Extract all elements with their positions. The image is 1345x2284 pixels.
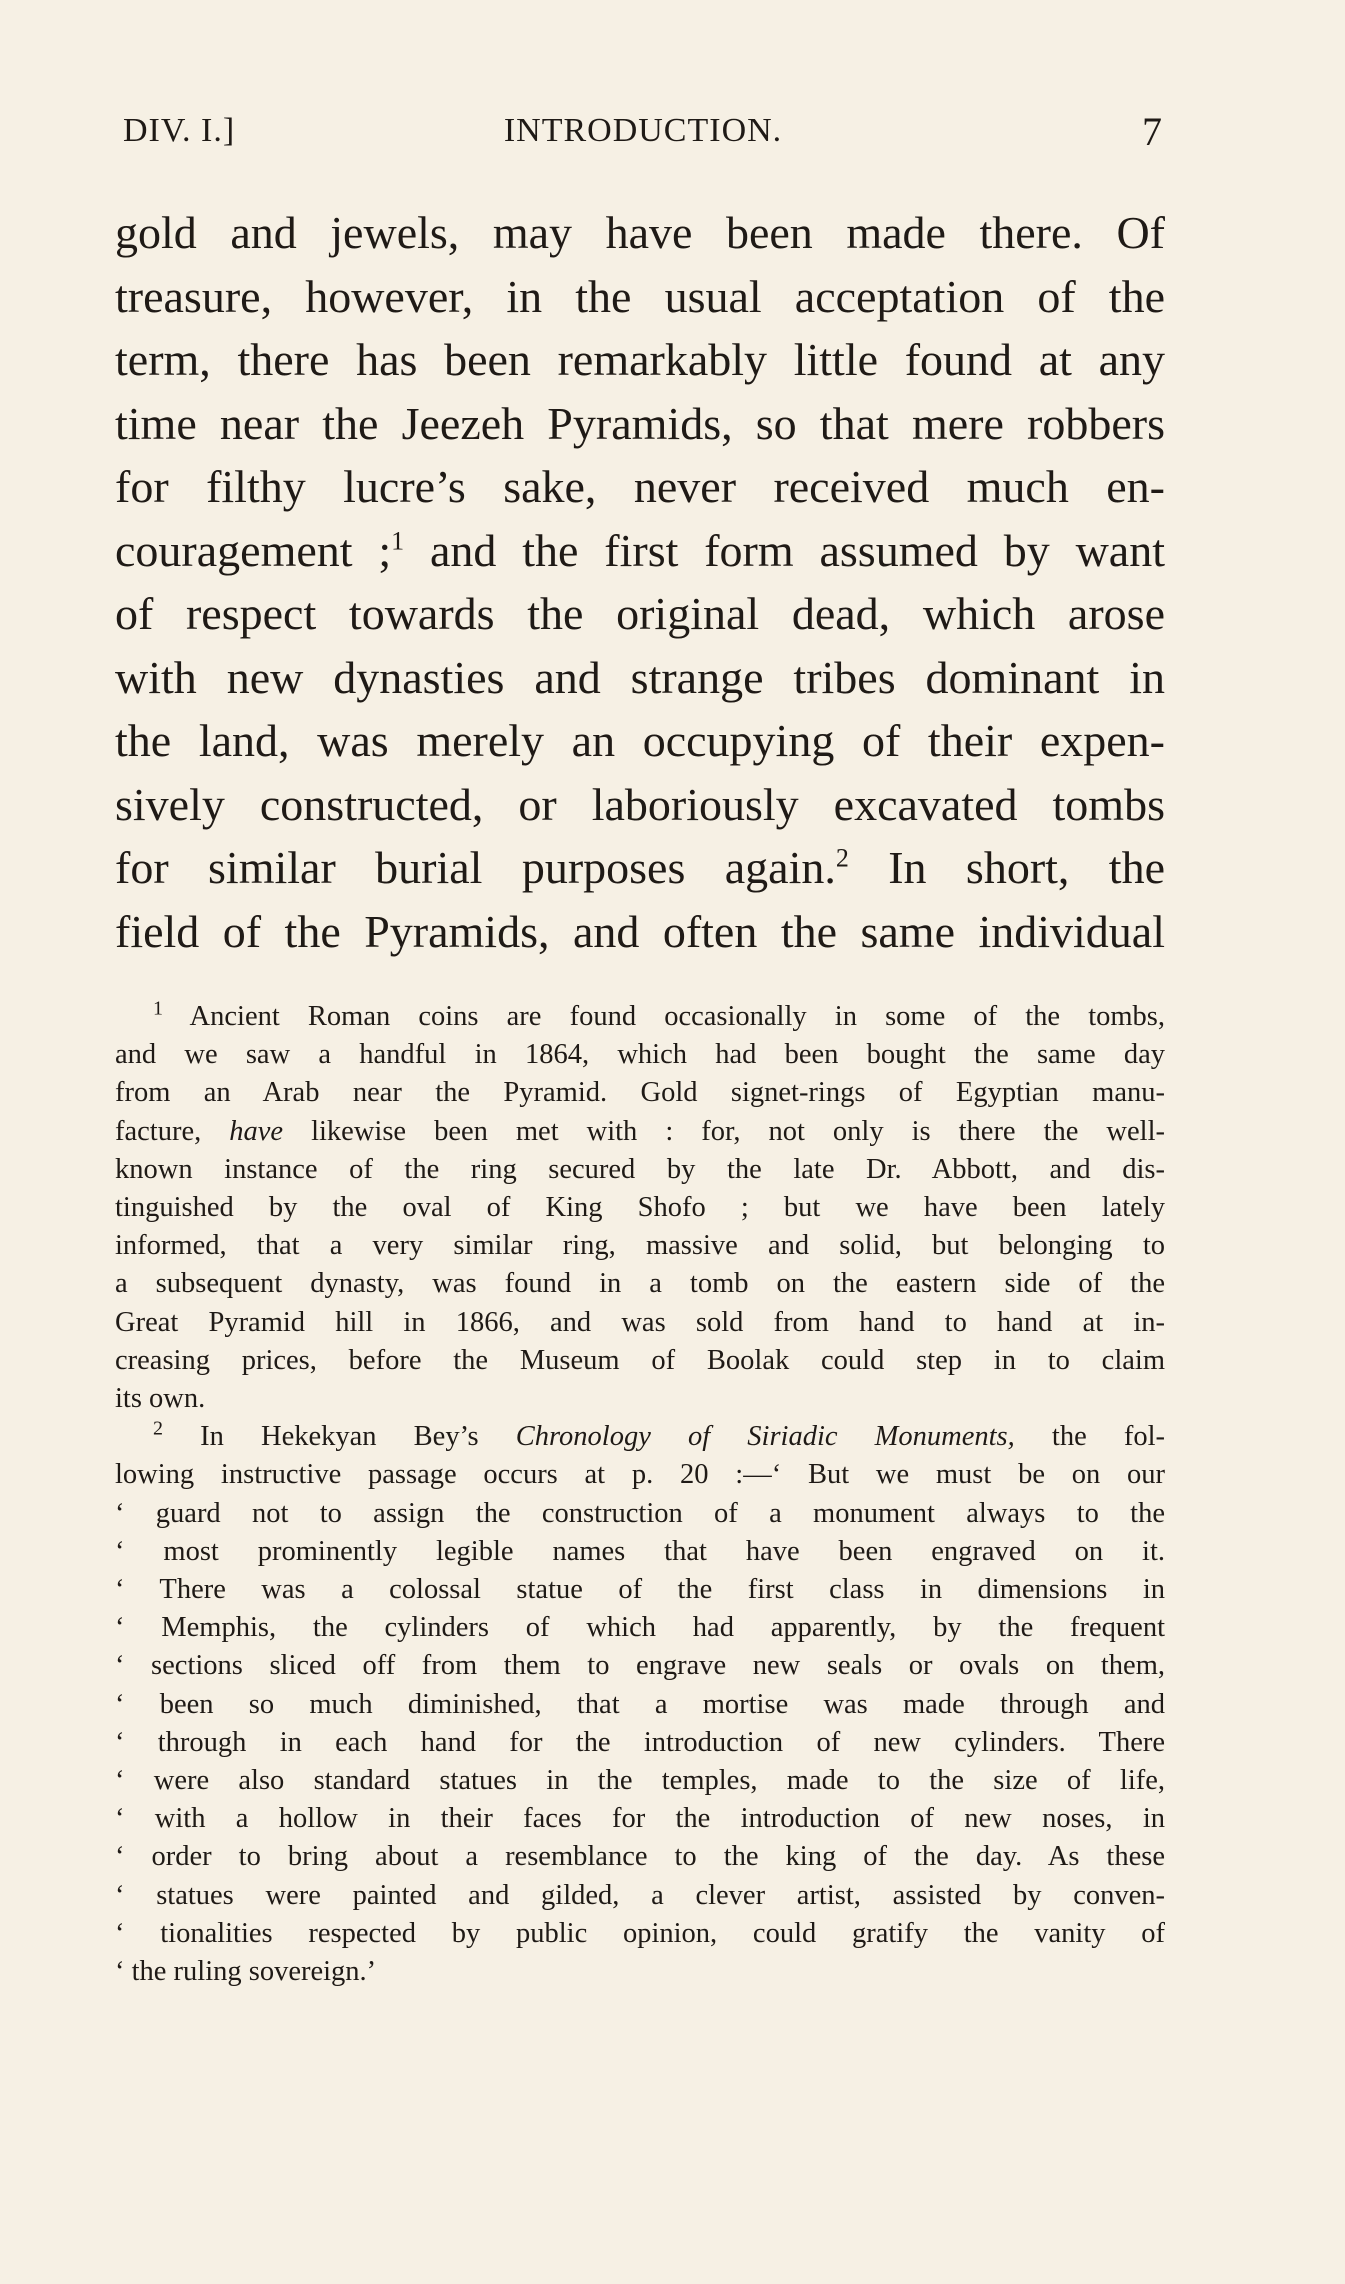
footnote-line: ‘ statues were painted and gilded, a clever artist, assisted by conven- — [115, 1879, 1165, 1911]
text-line: for filthy lucre’s sake, never received much en- — [115, 461, 1165, 512]
text-fragment: facture, — [115, 1115, 202, 1147]
text-line: with new dynasties and strange tribes dominant in — [115, 651, 1165, 703]
footnote-line: Great Pyramid hill in 1866, and was sold from hand to hand at in- — [115, 1306, 1165, 1338]
footnote-line: ‘ order to bring about a resemblance to the king of the day. As these — [115, 1841, 1165, 1873]
text-fragment: In Hekekyan Bey’s — [163, 1421, 479, 1453]
text-line: sively constructed, or laboriously excavated tombs — [115, 778, 1165, 830]
text-fragment: Ancient Roman coins are found occasionally in some of the tombs, — [163, 1001, 1165, 1032]
footnote-reference-1[interactable]: 1 — [391, 526, 405, 556]
footnote-line: ‘ most prominently legible names that have been engraved on it. — [115, 1535, 1165, 1567]
footnote-line: lowing instructive passage occurs at p. 20 :—‘ But we must be on our — [115, 1459, 1165, 1491]
text-line: field of the Pyramids, and often the same individual — [115, 905, 1165, 957]
footnote-1 — [115, 998, 1165, 1418]
text-line: time near the Jeezeh Pyramids, so that mere robbers — [115, 397, 1165, 449]
footnote-line: its own. — [115, 1383, 206, 1415]
footnote-line: known instance of the ring secured by the late Dr. Abbott, and dis- — [115, 1153, 1165, 1185]
division-label: DIV. I.] — [123, 112, 236, 149]
text-fragment: likewise been met with : for, not only is there the well- — [283, 1115, 1165, 1147]
italic-text: have — [229, 1115, 284, 1147]
footnote-line: informed, that a very similar ring, massive and solid, but belonging to — [115, 1230, 1165, 1262]
footnote-2 — [115, 1418, 1165, 1991]
main-text — [115, 201, 1165, 963]
footnote-marker: 2 — [153, 1417, 163, 1440]
chapter-title: INTRODUCTION. — [503, 112, 783, 149]
text-fragment: for similar burial purposes again. — [115, 842, 836, 893]
footnote-line: and we saw a handful in 1864, which had been bought the same day — [115, 1039, 1165, 1071]
footnote-line: creasing prices, before the Museum of Boolak could step in to claim — [115, 1344, 1165, 1376]
footnotes-section — [115, 998, 1165, 1991]
footnote-line — [115, 1418, 1165, 1456]
text-line — [115, 519, 1165, 583]
text-line: term, there has been remarkably little found at any — [115, 334, 1165, 385]
footnote-line: ‘ There was a colossal statue of the first class in dimensions in — [115, 1574, 1165, 1606]
text-line: gold and jewels, may have been made there. Of — [115, 207, 1165, 258]
italic-title: Chronology of Siriadic Monuments, — [515, 1421, 1015, 1453]
text-line — [115, 836, 1165, 900]
footnote-line: ‘ been so much diminished, that a mortise was made through and — [115, 1688, 1165, 1720]
page-number: 7 — [1142, 109, 1163, 154]
footnote-line: from an Arab near the Pyramid. Gold signet-rings of Egyptian manu- — [115, 1077, 1165, 1109]
text-line: of respect towards the original dead, which arose — [115, 588, 1165, 639]
footnote-line: ‘ through in each hand for the introduction of new cylinders. There — [115, 1726, 1165, 1758]
footnote-line: ‘ Memphis, the cylinders of which had apparently, by the frequent — [115, 1612, 1165, 1644]
footnote-line: ‘ guard not to assign the construction of a monument always to the — [115, 1497, 1165, 1529]
footnote-marker: 1 — [153, 997, 163, 1020]
text-fragment: and the first form assumed by want — [404, 524, 1166, 576]
text-fragment: couragement ; — [115, 524, 392, 576]
footnote-line: a subsequent dynasty, was found in a tomb on the eastern side of the — [115, 1268, 1165, 1300]
footnote-line: ‘ the ruling sovereign.’ — [115, 1956, 377, 1988]
text-line: the land, was merely an occupying of their expen- — [115, 715, 1165, 766]
footnote-reference-2[interactable]: 2 — [835, 843, 849, 873]
footnote-line — [115, 1113, 1165, 1151]
footnote-line: tinguished by the oval of King Shofo ; but we have been lately — [115, 1192, 1165, 1224]
footnote-line: ‘ tionalities respected by public opinion, could gratify the vanity of — [115, 1917, 1165, 1949]
footnote-line: ‘ sections sliced off from them to engrave new seals or ovals on them, — [115, 1650, 1165, 1682]
footnote-line: ‘ with a hollow in their faces for the introduction of new noses, in — [115, 1803, 1165, 1835]
running-head — [123, 108, 1163, 158]
text-fragment: the fol- — [1014, 1421, 1165, 1453]
footnote-line — [115, 998, 1165, 1036]
text-fragment: In short, the — [848, 842, 1166, 893]
text-line: treasure, however, in the usual acceptation of the — [115, 270, 1165, 322]
footnote-line: ‘ were also standard statues in the temples, made to the size of life, — [115, 1765, 1165, 1797]
